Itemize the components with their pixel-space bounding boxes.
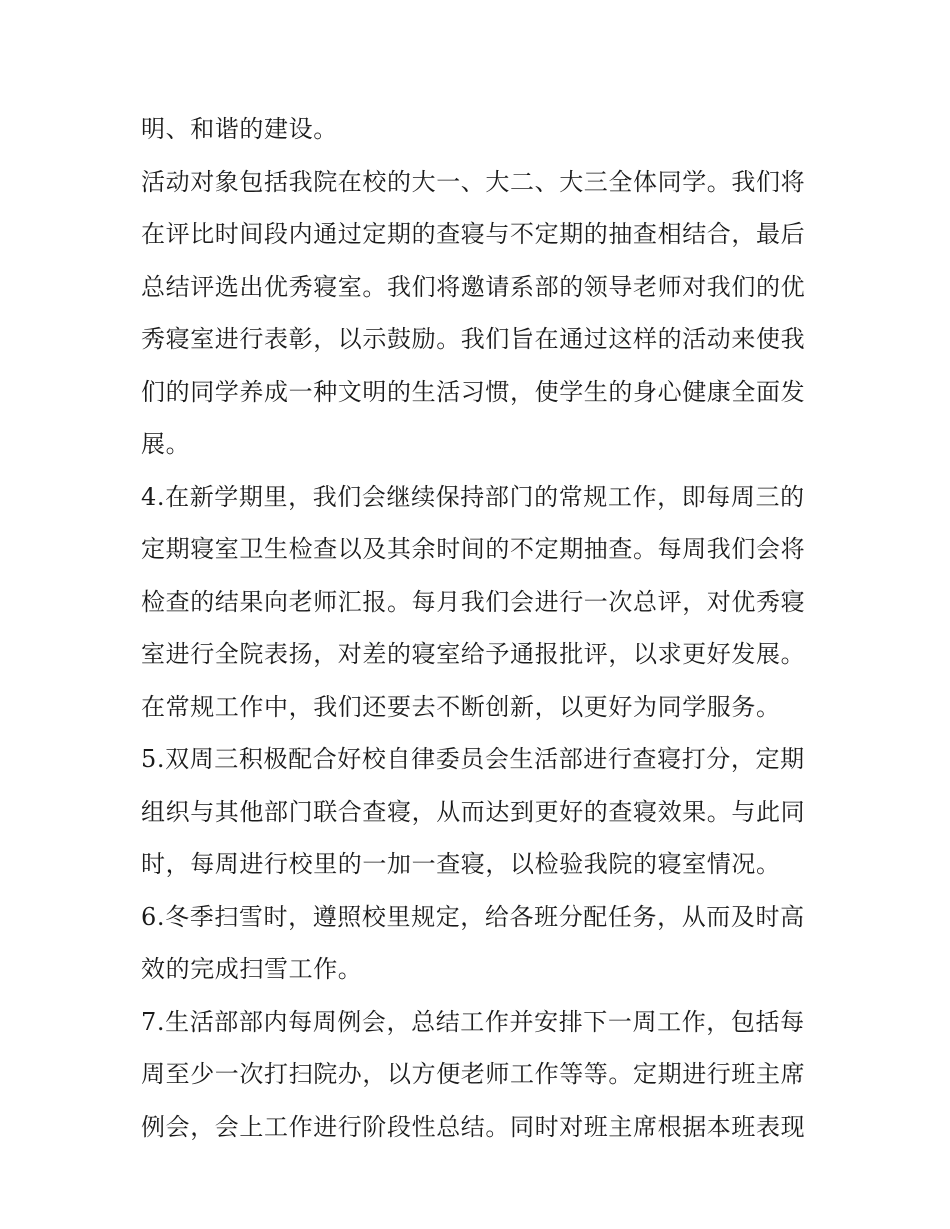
text-line: 们的同学养成一种文明的生活习惯，使学生的身心健康全面发 (141, 377, 806, 406)
text-line: 效的完成扫雪工作。 (141, 955, 363, 983)
text-line: 周至少一次打扫院办，以方便老师工作等等。定期进行班主席 (141, 1060, 806, 1088)
text-line: 定期寝室卫生检查以及其余时间的不定期抽查。每周我们会将 (141, 535, 806, 563)
text-line: 展。 (141, 430, 191, 458)
text-line: 组织与其他部门联合查寝，从而达到更好的查寝效果。与此同 (141, 797, 806, 826)
text-line: 例会，会上工作进行阶段性总结。同时对班主席根据本班表现 (141, 1112, 806, 1141)
text-line: 总结评选出优秀寝室。我们将邀请系部的领导老师对我们的优 (141, 272, 806, 301)
text-line: 活动对象包括我院在校的大一、大二、大三全体同学。我们将 (141, 167, 806, 196)
text-line: 检查的结果向老师汇报。每月我们会进行一次总评，对优秀寝 (141, 587, 806, 616)
text-line: 6.冬季扫雪时，遵照校里规定，给各班分配任务，从而及时高 (141, 902, 805, 931)
text-line: 5.双周三积极配合好校自律委员会生活部进行查寝打分，定期 (141, 745, 805, 773)
text-line: 明、和谐的建设。 (141, 115, 338, 143)
text-line: 4.在新学期里，我们会继续保持部门的常规工作，即每周三的 (141, 482, 805, 511)
text-line: 7.生活部部内每周例会，总结工作并安排下一周工作，包括每 (141, 1007, 805, 1036)
text-line: 在评比时间段内通过定期的查寝与不定期的抽查相结合，最后 (141, 220, 806, 248)
text-line: 秀寝室进行表彰，以示鼓励。我们旨在通过这样的活动来使我 (141, 325, 806, 353)
text-line: 在常规工作中，我们还要去不断创新，以更好为同学服务。 (141, 692, 781, 721)
document-body (141, 103, 821, 1153)
text-line: 时，每周进行校里的一加一查寝，以检验我院的寝室情况。 (141, 850, 781, 878)
text-line: 室进行全院表扬，对差的寝室给予通报批评，以求更好发展。 (141, 640, 806, 668)
